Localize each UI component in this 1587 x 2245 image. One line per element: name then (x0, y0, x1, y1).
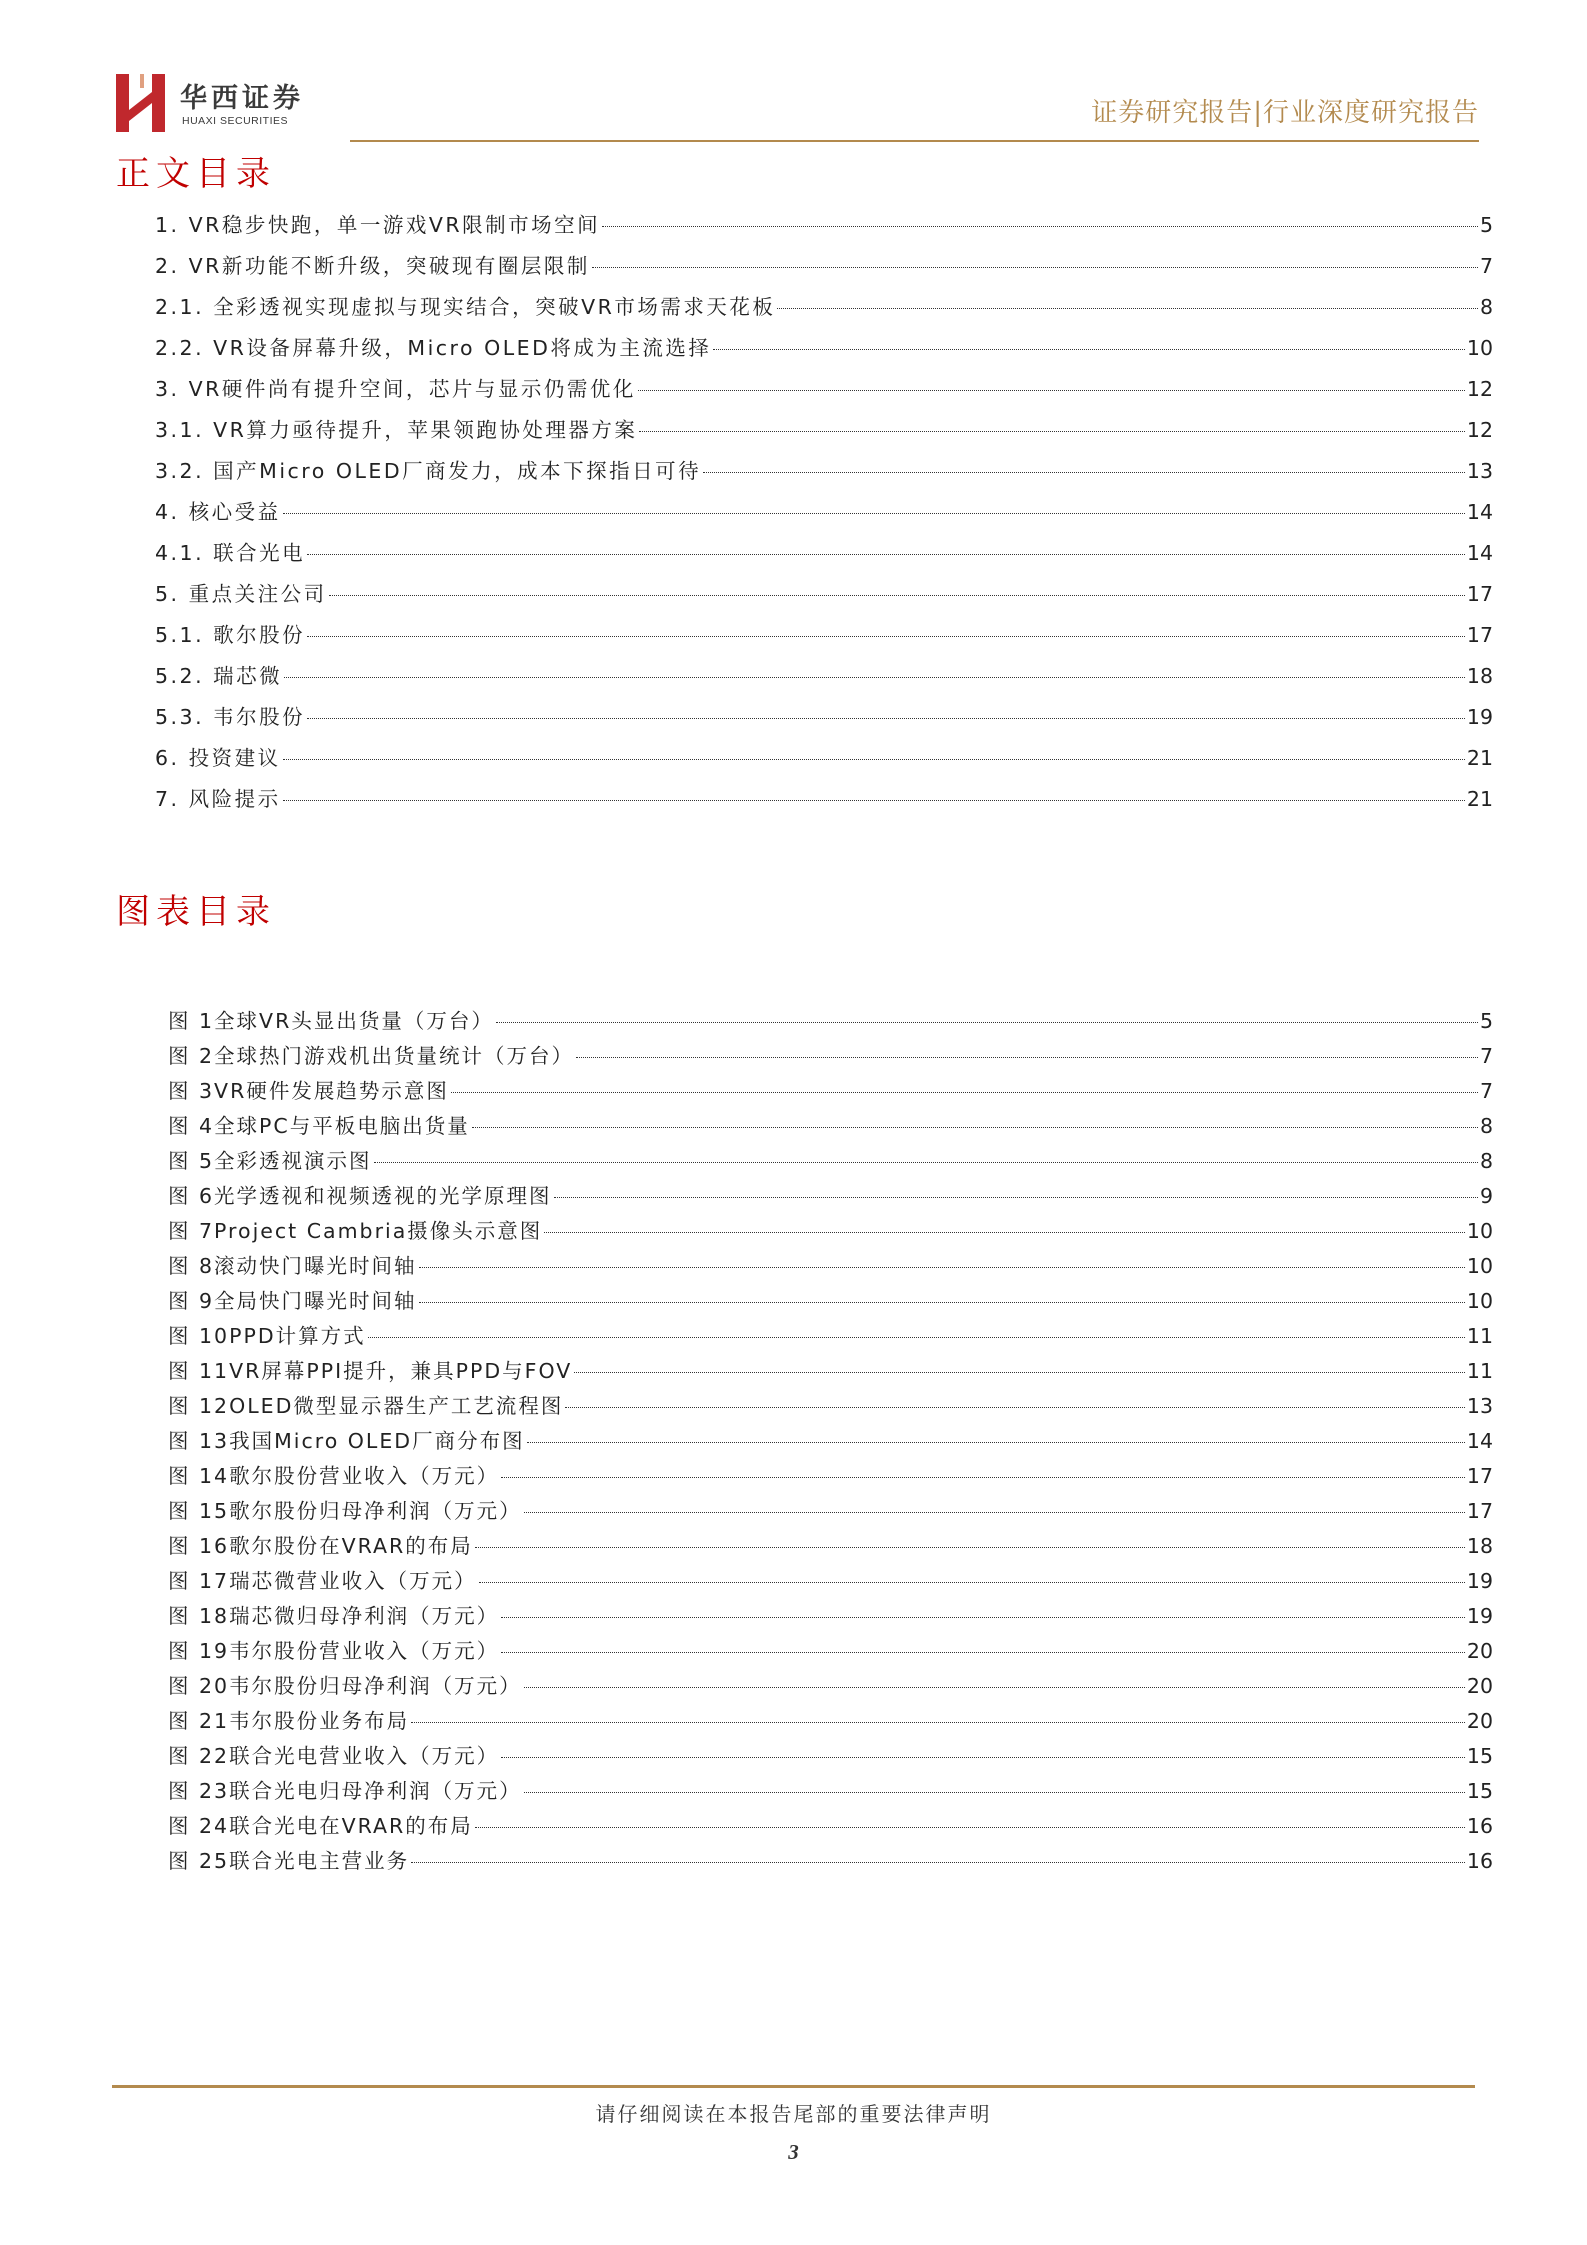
leader-dots (703, 472, 1465, 473)
leader-dots (574, 1372, 1465, 1373)
figure-item-text: 图 14歌尔股份营业收入（万元） (168, 1464, 500, 1488)
figure-item-page: 19 (1466, 1604, 1493, 1628)
figure-item-text: 图 7Project Cambria摄像头示意图 (168, 1219, 543, 1243)
figure-item-page: 5 (1479, 1009, 1493, 1033)
figure-item-text: 图 22联合光电营业收入（万元） (168, 1744, 500, 1768)
figure-item-page: 15 (1466, 1744, 1493, 1768)
toc-item-text: 2.2. VR设备屏幕升级，Micro OLED将成为主流选择 (155, 336, 712, 360)
toc-item-text: 5.3. 韦尔股份 (155, 705, 306, 729)
figure-item-page: 17 (1466, 1464, 1493, 1488)
logo-chinese-name: 华西证券 (180, 83, 304, 114)
figure-item[interactable] (168, 1179, 1493, 1214)
figure-item-page: 20 (1466, 1639, 1493, 1663)
toc-item[interactable] (155, 741, 1493, 782)
figure-item-text: 图 17瑞芯微营业收入（万元） (168, 1569, 477, 1593)
toc-item[interactable] (155, 659, 1493, 700)
figure-item[interactable] (168, 1074, 1493, 1109)
figure-item[interactable] (168, 1774, 1493, 1809)
toc-item-page: 21 (1466, 787, 1493, 811)
figure-item-text: 图 25联合光电主营业务 (168, 1849, 410, 1873)
leader-dots (472, 1127, 1478, 1128)
leader-dots (411, 1862, 1465, 1863)
leader-dots (283, 800, 1465, 801)
figure-item[interactable] (168, 1004, 1493, 1039)
leader-dots (329, 595, 1465, 596)
toc-item-text: 3. VR硬件尚有提升空间，芯片与显示仍需优化 (155, 377, 636, 401)
leader-dots (576, 1057, 1478, 1058)
toc-item-page: 18 (1466, 664, 1493, 688)
toc-item-text: 4. 核心受益 (155, 500, 281, 524)
figure-item-text: 图 13我国Micro OLED厂商分布图 (168, 1429, 525, 1453)
leader-dots (283, 513, 1465, 514)
toc-item-text: 3.1. VR算力亟待提升，苹果领跑协处理器方案 (155, 418, 638, 442)
toc-item-page: 13 (1466, 459, 1493, 483)
toc-item-page: 12 (1466, 418, 1493, 442)
toc-item-page: 10 (1466, 336, 1493, 360)
leader-dots (283, 759, 1465, 760)
figure-item-text: 图 6光学透视和视频透视的光学原理图 (168, 1184, 552, 1208)
toc-item-page: 14 (1466, 541, 1493, 565)
leader-dots (501, 1477, 1465, 1478)
toc-item[interactable] (155, 536, 1493, 577)
toc-item-text: 6. 投资建议 (155, 746, 281, 770)
figure-item-page: 11 (1466, 1359, 1493, 1383)
logo-english-name: HUAXI SECURITIES (182, 115, 289, 127)
toc-item-page: 5 (1479, 213, 1493, 237)
footer-divider (112, 2085, 1475, 2088)
figure-item-page: 16 (1466, 1849, 1493, 1873)
huaxi-logo-icon (112, 72, 172, 134)
figure-item[interactable] (168, 1634, 1493, 1669)
leader-dots (501, 1757, 1465, 1758)
page-number: 3 (788, 2140, 799, 2164)
figure-item-text: 图 24联合光电在VRAR的布局 (168, 1814, 473, 1838)
toc-item-text: 2.1. 全彩透视实现虚拟与现实结合，突破VR市场需求天花板 (155, 295, 776, 319)
figure-item-text: 图 16歌尔股份在VRAR的布局 (168, 1534, 473, 1558)
leader-dots (524, 1792, 1465, 1793)
figure-item-text: 图 18瑞芯微归母净利润（万元） (168, 1604, 500, 1628)
toc-item[interactable] (155, 618, 1493, 659)
header-divider (350, 140, 1479, 142)
leader-dots (592, 267, 1478, 268)
figure-item-text: 图 12OLED微型显示器生产工艺流程图 (168, 1394, 564, 1418)
figure-item-page: 15 (1466, 1779, 1493, 1803)
figure-item[interactable] (168, 1564, 1493, 1599)
toc-item-text: 5.1. 歌尔股份 (155, 623, 306, 647)
figure-item[interactable] (168, 1144, 1493, 1179)
figure-item-page: 20 (1466, 1709, 1493, 1733)
leader-dots (524, 1512, 1465, 1513)
toc-item-text: 5. 重点关注公司 (155, 582, 327, 606)
toc-item[interactable] (155, 577, 1493, 618)
leader-dots (374, 1162, 1478, 1163)
toc-item-text: 4.1. 联合光电 (155, 541, 306, 565)
leader-dots (638, 390, 1465, 391)
figure-item[interactable] (168, 1354, 1493, 1389)
figure-item[interactable] (168, 1599, 1493, 1634)
leader-dots (475, 1827, 1465, 1828)
toc-item-text: 2. VR新功能不断升级，突破现有圈层限制 (155, 254, 590, 278)
toc-item-text: 1. VR稳步快跑，单一游戏VR限制市场空间 (155, 213, 601, 237)
figure-item[interactable] (168, 1704, 1493, 1739)
toc-item-page: 12 (1466, 377, 1493, 401)
leader-dots (496, 1022, 1478, 1023)
leader-dots (307, 554, 1465, 555)
toc-title: 正文目录 (116, 154, 276, 194)
figure-item-text: 图 15歌尔股份归母净利润（万元） (168, 1499, 522, 1523)
leader-dots (501, 1617, 1465, 1618)
leader-dots (713, 349, 1465, 350)
figure-item-page: 9 (1479, 1184, 1493, 1208)
figure-item-page: 17 (1466, 1499, 1493, 1523)
figure-item-page: 16 (1466, 1814, 1493, 1838)
toc-item[interactable] (155, 413, 1493, 454)
figure-item-page: 10 (1466, 1289, 1493, 1313)
leader-dots (777, 308, 1478, 309)
toc-item[interactable] (155, 208, 1493, 249)
figure-item-page: 7 (1479, 1044, 1493, 1068)
leader-dots (284, 677, 1465, 678)
leader-dots (565, 1407, 1465, 1408)
figure-item[interactable] (168, 1529, 1493, 1564)
figure-item-page: 14 (1466, 1429, 1493, 1453)
figure-item[interactable] (168, 1809, 1493, 1844)
leader-dots (554, 1197, 1478, 1198)
leader-dots (475, 1547, 1465, 1548)
figure-item[interactable] (168, 1424, 1493, 1459)
figure-item-text: 图 2全球热门游戏机出货量统计（万台） (168, 1044, 575, 1068)
figure-list (168, 1004, 1493, 1879)
leader-dots (544, 1232, 1465, 1233)
leader-dots (527, 1442, 1465, 1443)
toc-item[interactable] (155, 372, 1493, 413)
figure-item-text: 图 4全球PC与平板电脑出货量 (168, 1114, 470, 1138)
figure-item[interactable] (168, 1669, 1493, 1704)
figure-item-text: 图 19韦尔股份营业收入（万元） (168, 1639, 500, 1663)
toc-list (155, 208, 1493, 823)
figure-item[interactable] (168, 1039, 1493, 1074)
figure-item[interactable] (168, 1319, 1493, 1354)
figure-item-page: 8 (1479, 1149, 1493, 1173)
toc-item-page: 8 (1479, 295, 1493, 319)
figures-title: 图表目录 (116, 892, 276, 932)
leader-dots (419, 1302, 1465, 1303)
figure-item-page: 13 (1466, 1394, 1493, 1418)
figure-item[interactable] (168, 1739, 1493, 1774)
figure-item-text: 图 23联合光电归母净利润（万元） (168, 1779, 522, 1803)
report-type-label: 证券研究报告|行业深度研究报告 (1091, 98, 1479, 128)
figure-item-text: 图 1全球VR头显出货量（万台） (168, 1009, 494, 1033)
toc-item[interactable] (155, 249, 1493, 290)
leader-dots (479, 1582, 1465, 1583)
toc-item[interactable] (155, 700, 1493, 741)
toc-item[interactable] (155, 495, 1493, 536)
toc-item-page: 14 (1466, 500, 1493, 524)
leader-dots (307, 718, 1465, 719)
toc-item-page: 21 (1466, 746, 1493, 770)
figure-item-text: 图 8滚动快门曝光时间轴 (168, 1254, 417, 1278)
leader-dots (419, 1267, 1465, 1268)
figure-item[interactable] (168, 1389, 1493, 1424)
figure-item-page: 7 (1479, 1079, 1493, 1103)
figure-item-page: 19 (1466, 1569, 1493, 1593)
toc-item-text: 5.2. 瑞芯微 (155, 664, 283, 688)
toc-item[interactable] (155, 290, 1493, 331)
leader-dots (602, 226, 1478, 227)
figure-item-text: 图 3VR硬件发展趋势示意图 (168, 1079, 449, 1103)
figure-item-page: 20 (1466, 1674, 1493, 1698)
figure-item[interactable] (168, 1494, 1493, 1529)
toc-item-text: 3.2. 国产Micro OLED厂商发力，成本下探指日可待 (155, 459, 702, 483)
leader-dots (501, 1652, 1465, 1653)
figure-item-text: 图 20韦尔股份归母净利润（万元） (168, 1674, 522, 1698)
toc-item[interactable] (155, 331, 1493, 372)
toc-item-page: 17 (1466, 582, 1493, 606)
figure-item[interactable] (168, 1459, 1493, 1494)
figure-item[interactable] (168, 1249, 1493, 1284)
figure-item[interactable] (168, 1109, 1493, 1144)
figure-item-text: 图 11VR屏幕PPI提升，兼具PPD与FOV (168, 1359, 573, 1383)
company-logo (112, 72, 332, 134)
figure-item-text: 图 5全彩透视演示图 (168, 1149, 372, 1173)
leader-dots (524, 1687, 1465, 1688)
toc-item-page: 19 (1466, 705, 1493, 729)
legal-disclaimer: 请仔细阅读在本报告尾部的重要法律声明 (595, 2102, 992, 2126)
leader-dots (307, 636, 1465, 637)
figure-item[interactable] (168, 1284, 1493, 1319)
figure-item[interactable] (168, 1214, 1493, 1249)
leader-dots (368, 1337, 1465, 1338)
figure-item-page: 8 (1479, 1114, 1493, 1138)
figure-item-text: 图 21韦尔股份业务布局 (168, 1709, 410, 1733)
figure-item-text: 图 9全局快门曝光时间轴 (168, 1289, 417, 1313)
figure-item-page: 10 (1466, 1219, 1493, 1243)
toc-item-text: 7. 风险提示 (155, 787, 281, 811)
leader-dots (451, 1092, 1478, 1093)
toc-item-page: 7 (1479, 254, 1493, 278)
figure-item-page: 10 (1466, 1254, 1493, 1278)
toc-item[interactable] (155, 454, 1493, 495)
leader-dots (639, 431, 1465, 432)
figure-item-page: 18 (1466, 1534, 1493, 1558)
figure-item-text: 图 10PPD计算方式 (168, 1324, 366, 1348)
figure-item-page: 11 (1466, 1324, 1493, 1348)
figure-item[interactable] (168, 1844, 1493, 1879)
leader-dots (411, 1722, 1465, 1723)
toc-item-page: 17 (1466, 623, 1493, 647)
toc-item[interactable] (155, 782, 1493, 823)
